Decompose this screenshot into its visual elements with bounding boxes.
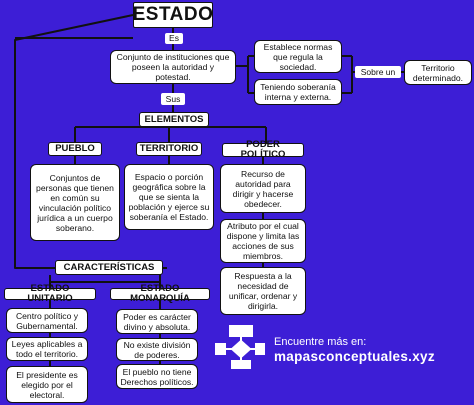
footer-caption: Encuentre más en:: [274, 336, 367, 348]
connector-es: Es: [165, 33, 183, 44]
monarquia-item-3: El pueblo no tiene Derechos políticos.: [116, 364, 198, 389]
territory-note: Territorio determinado.: [404, 60, 472, 85]
poder-item-1: Recurso de autoridad para dirigir y hacerse obedecer.: [220, 164, 306, 213]
flowchart-logo-icon: [215, 325, 265, 369]
definition-box: Conjunto de instituciones que poseen la autoridad y potestad.: [110, 50, 236, 84]
pueblo-header: PUEBLO: [48, 142, 102, 156]
connector-sobre-un: Sobre un: [355, 66, 401, 78]
poder-item-2: Atributo por el cual dispone y limita las acciones de sus miembros.: [220, 219, 306, 263]
unitario-item-1: Centro político y Gubernamental.: [6, 308, 88, 333]
unitario-item-2: Leyes aplicables a todo el territorio.: [6, 337, 88, 361]
unitario-item-3: El presidente es elegido por el electoral.: [6, 366, 88, 403]
connector-sus: Sus: [161, 93, 185, 105]
monarquia-item-1: Poder es carácter divino y absoluta.: [116, 309, 198, 334]
estado-title: ESTADO: [133, 2, 213, 28]
monarquia-item-2: No existe división de poderes.: [116, 338, 198, 361]
caracteristicas-header: CARACTERÍSTICAS: [55, 260, 163, 275]
note-normas: Establece normas que regula la sociedad.: [254, 40, 342, 73]
poder-item-3: Respuesta a la necesidad de unificar, ordenar y dirigirla.: [220, 267, 306, 315]
territorio-text: Espacio o porción geográfica sobre la que se sienta la población y ejerce su soberanía el Estado.: [124, 164, 214, 230]
footer: [274, 336, 435, 365]
note-soberania: Teniendo soberanía interna y externa.: [254, 79, 342, 105]
estado-monarquia-header: ESTADO MONARQUÍA: [110, 288, 210, 300]
territorio-header: TERRITORIO: [136, 142, 202, 156]
estado-unitario-header: ESTADO UNITARIO: [4, 288, 96, 300]
pueblo-text: Conjuntos de personas que tienen en común su vinculación político jurídica a un cuerpo soberano.: [30, 164, 120, 241]
footer-site-link[interactable]: mapasconceptuales.xyz: [274, 349, 435, 364]
elementos-header: ELEMENTOS: [139, 112, 209, 127]
poder-politico-header: PODER POLÍTICO: [222, 143, 304, 157]
